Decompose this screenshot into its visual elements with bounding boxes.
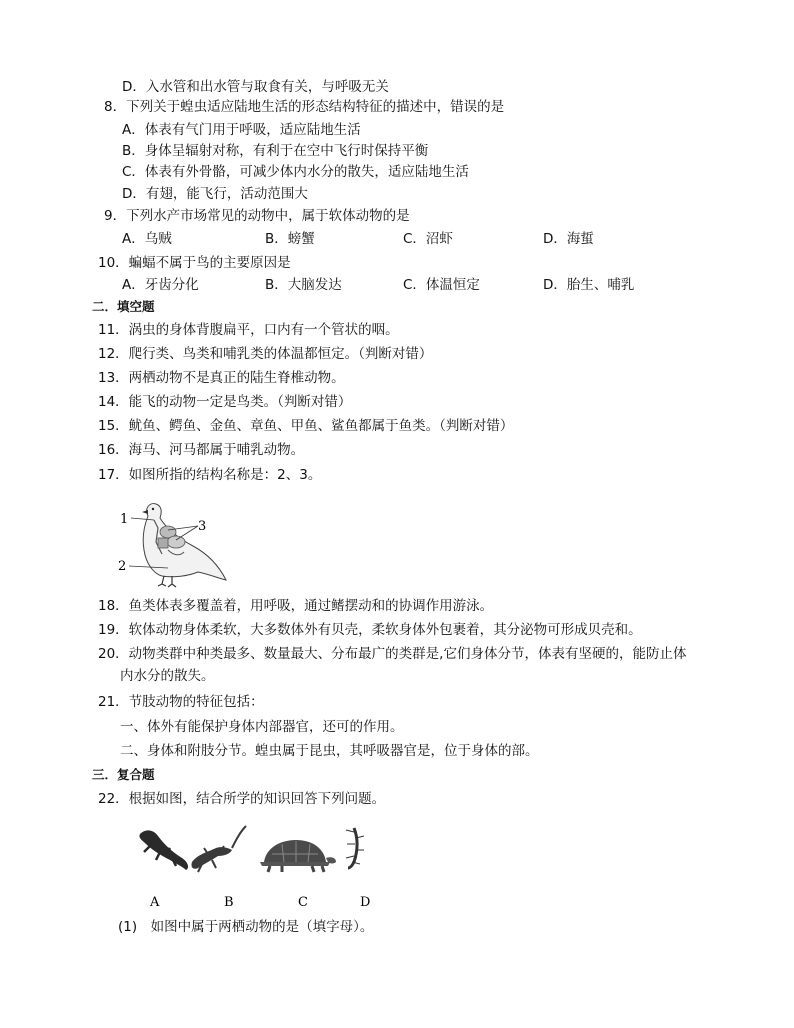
q9-stem: 9．下列水产市场常见的动物中，属于软体动物的是 <box>104 208 410 224</box>
q8-option-a: A．体表有气门用于呼吸，适应陆地生活 <box>122 122 361 138</box>
q10-option-b: B．大脑发达 <box>265 277 342 293</box>
q20-text-line1: 20．动物类群中种类最多、数量最大、分布最广的类群是,它们身体分节，体表有坚硬的，能防止体 <box>98 646 687 662</box>
q8-option-d: D．有翅，能飞行，活动范围大 <box>122 186 308 202</box>
pigeon-anatomy-figure <box>118 498 228 590</box>
q10-stem: 10．蝙蝠不属于鸟的主要原因是 <box>98 255 291 271</box>
salamander-image <box>139 830 188 870</box>
q12-text: 12．爬行类、鸟类和哺乳类的体温都恒定。（判断对错） <box>98 346 433 362</box>
q9-option-d: D．海蜇 <box>543 231 594 247</box>
q21-item-1: 一、体外有能保护身体内部器官，还可的作用。 <box>120 719 404 735</box>
animal-label-d: D <box>360 895 371 910</box>
animal-label-b: B <box>224 895 234 910</box>
tortoise-image <box>260 840 336 872</box>
q15-text: 15．鱿鱼、鳄鱼、金鱼、章鱼、甲鱼、鲨鱼都属于鱼类。（判断对错） <box>98 418 514 434</box>
q9-option-a: A．乌贼 <box>122 231 172 247</box>
q14-text: 14．能飞的动物一定是鸟类。（判断对错） <box>98 394 352 410</box>
q10-option-a: A．牙齿分化 <box>122 277 199 293</box>
q20-text-line2: 内水分的散失。 <box>120 668 215 684</box>
pigeon-label-1: 1 <box>120 512 129 527</box>
animals-figure <box>132 818 382 908</box>
arthropod-image <box>346 828 364 868</box>
animal-label-a: A <box>150 895 160 910</box>
q10-option-c: C．体温恒定 <box>403 277 480 293</box>
pigeon-label-2: 2 <box>118 559 127 574</box>
q9-option-c: C．沼虾 <box>403 231 453 247</box>
animal-label-c: C <box>298 895 308 910</box>
q21-item-2: 二、身体和附肢分节。蝗虫属于昆虫，其呼吸器官是，位于身体的部。 <box>120 743 539 759</box>
pigeon-label-3: 3 <box>198 519 207 534</box>
q18-text: 18．鱼类体表多覆盖着，用呼吸，通过鳍摆动和的协调作用游泳。 <box>98 598 494 614</box>
q8-option-c: C．体表有外骨骼，可减少体内水分的散失，适应陆地生活 <box>122 164 469 180</box>
lizard-image <box>191 826 246 872</box>
q17-text: 17．如图所指的结构名称是：2、3。 <box>98 467 322 483</box>
q19-text: 19．软体动物身体柔软，大多数体外有贝壳，柔软身体外包裹着，其分泌物可形成贝壳和。 <box>98 622 642 638</box>
q22-stem: 22．根据如图，结合所学的知识回答下列问题。 <box>98 791 386 807</box>
section-composite-heading: 三．复合题 <box>92 767 155 782</box>
q16-text: 16．海马、河马都属于哺乳动物。 <box>98 442 305 458</box>
section-fill-in-heading: 二．填空题 <box>92 299 155 314</box>
q8-stem: 8．下列关于蝗虫适应陆地生活的形态结构特征的描述中，错误的是 <box>104 99 505 115</box>
q7-option-d: D．入水管和出水管与取食有关，与呼吸无关 <box>122 79 389 95</box>
q13-text: 13．两栖动物不是真正的陆生脊椎动物。 <box>98 370 345 386</box>
q22-sub1-text: (1) 如图中属于两栖动物的是（填字母）。 <box>118 919 374 935</box>
q9-option-b: B．螃蟹 <box>265 231 315 247</box>
q10-option-d: D．胎生、哺乳 <box>543 277 635 293</box>
q8-option-b: B．身体呈辐射对称，有利于在空中飞行时保持平衡 <box>122 143 429 159</box>
q11-text: 11．涡虫的身体背腹扁平，口内有一个管状的咽。 <box>98 322 399 338</box>
q21-text: 21．节肢动物的特征包括： <box>98 694 264 710</box>
